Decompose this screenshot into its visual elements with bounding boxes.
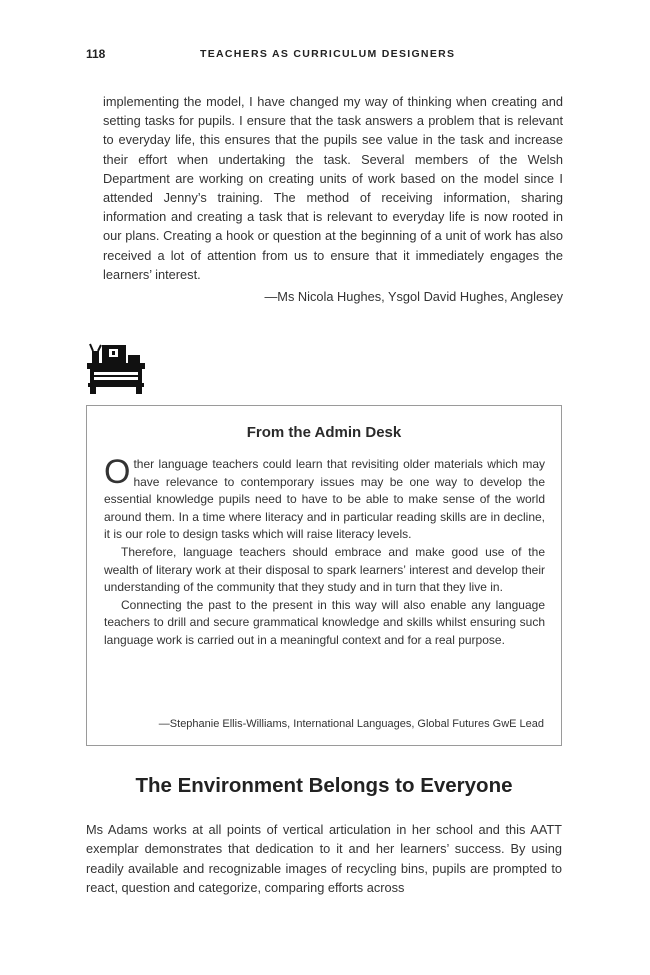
quote-line: information, sharing information and creating a task that is relevant to [103,190,564,225]
quote-line: is relevant to everyday life, this ensures that the pupils see value in the [103,113,563,148]
body-line: Ms Adams works at all points of vertical articulation in her school and this [86,822,526,837]
body-line: By using readily available and recognizable images of recycling bins, pupils [86,841,562,876]
quote-line: of the Welsh Department are working on creating units of work based [103,151,563,186]
admin-box-attribution: —Stephanie Ellis-Williams, International Languages, Global Futures GwE Lead [158,718,544,730]
admin-paragraph-1-text: ther language teachers could learn that revisiting older materials which may have relevance to contemporary issues may be one way to develop the essential knowledge pupils need to have to be able to make sense of the world around them. In a time where literacy and in particular reading skills are in decline, it is our role to design tasks which will raise literacy levels. [104,457,545,542]
admin-paragraph-2: Therefore, language teachers should embrace and make good use of the wealth of literary work at their disposal to spark learners’ interest and develop their understanding of the community that they study and in turn that they live in. [104,544,545,595]
quote-line: everyday life is now rooted in our plans. Creating a hook or question at the [103,209,563,244]
admin-box-heading: From the Admin Desk [246,424,402,441]
quote-line: ensure that it immediately engages the learners’ interest. [103,247,563,282]
quote-line: and setting tasks for pupils. I ensure that the task answers a problem that [103,94,563,129]
body-line: AATT exemplar demonstrates that dedication to it and her learners’ success. [86,822,562,857]
quote-line: task and increase their effort when undertaking the task. Several members [103,132,563,167]
quote-block [103,92,563,284]
quote-attribution: —Ms Nicola Hughes, Ysgol David Hughes, Anglesey [264,289,563,304]
quote-line: beginning of a unit of work has also received a lot of attention from us to [103,228,563,263]
body-text [86,820,562,898]
admin-paragraph-1 [104,453,545,544]
desk-icon [86,343,146,395]
body-line: are prompted to react, question and categorize, comparing efforts across [86,860,563,896]
running-title: TEACHERS AS CURRICULUM DESIGNERS [200,48,456,60]
quote-text [103,92,563,284]
section-heading: The Environment Belongs to Everyone [135,774,513,797]
quote-line: implementing the model, I have changed my way of thinking when creating [103,94,538,109]
admin-box-body [104,453,545,650]
admin-paragraph-3: Connecting the past to the present in this way will also enable any language teachers to drill and secure grammatical knowledge and skills whilst ensuring such language work is carried out in a meaningful context and for a real purpose. [104,597,545,647]
page-number: 118 [86,47,106,61]
body-paragraph [86,820,562,898]
admin-desk-box [86,405,562,746]
drop-cap: O [104,453,131,491]
running-head [86,47,564,67]
quote-line: on the model since I attended Jenny’s training. The method of receiving [103,170,563,206]
